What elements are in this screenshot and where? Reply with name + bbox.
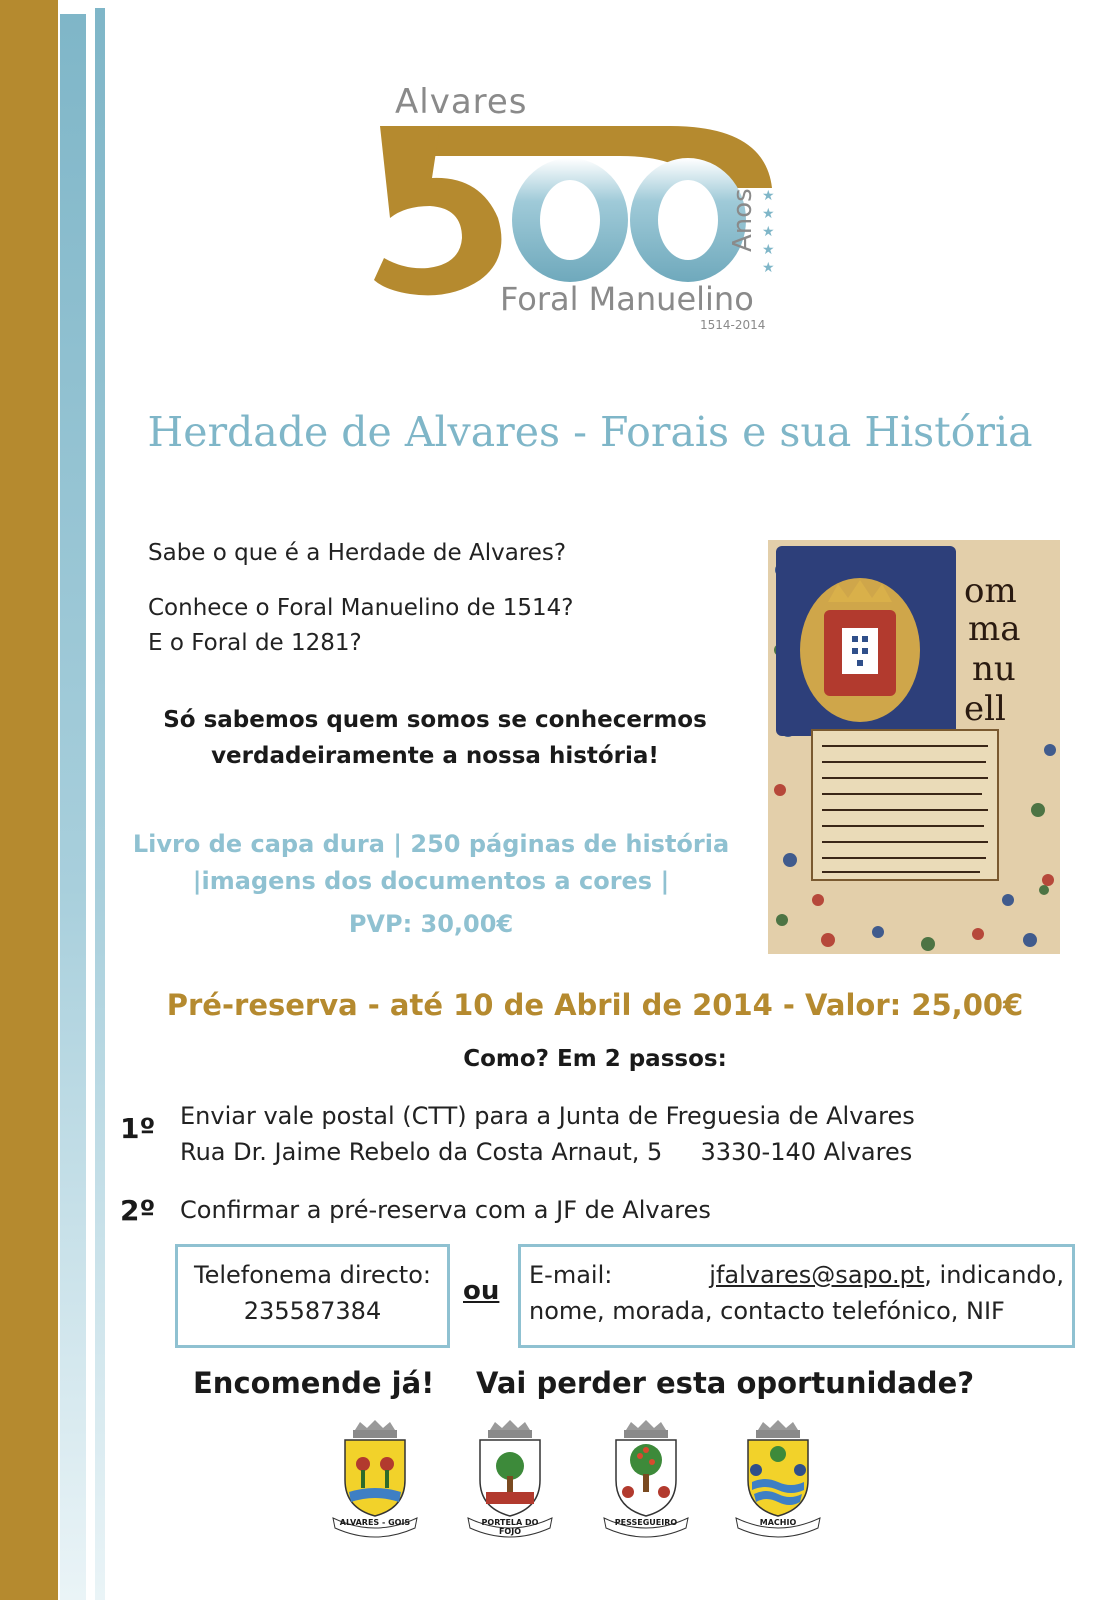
manuscript-letters-4: ell [964,689,1006,729]
blue-stripe-wide [60,14,86,1600]
history-message [140,702,730,774]
crest-alvares-gois [325,1420,425,1540]
svg-text:★: ★ [762,242,775,258]
manuscript-letters-1: om [964,571,1017,611]
book-description-line1: Livro de capa dura | 250 páginas de história [132,830,730,858]
history-message-line1: Só sabemos quem somos se conhecermos [163,707,707,733]
svg-text:★: ★ [762,206,775,222]
svg-text:★: ★ [762,260,775,276]
gold-stripe [0,0,58,1600]
or-separator: ou [463,1276,500,1306]
crest-label: PORTELA DO FOJO [481,1518,539,1536]
phone-label: Telefonema directo: [194,1261,431,1289]
order-now-text: Encomende já! [193,1366,435,1400]
logo-top-text: Alvares [395,82,528,122]
step-1-line1: Enviar vale postal (CTT) para a Junta de Freguesia de Alvares [180,1102,915,1130]
crest-label: ALVARES - GOIS [339,1518,411,1527]
email-label: E-mail: [529,1261,613,1289]
book-description [120,826,742,900]
question-herdade: Sabe o que é a Herdade de Alvares? [148,540,567,566]
svg-text:★: ★ [762,224,775,240]
question-foral-1281: E o Foral de 1281? [148,630,362,656]
crest-label: MACHIO [759,1518,797,1527]
svg-text:★: ★ [762,188,775,204]
crest-portela-do-fojo [460,1420,560,1540]
logo-bottom-text: Foral Manuelino [500,280,754,318]
logo-side-text: Anos [728,188,758,252]
logo-years: 1514-2014 [700,318,766,332]
manuscript-letters-2: ma [968,609,1021,649]
manuscript-image [768,540,1060,954]
crest-machio [728,1420,828,1540]
step-1-number: 1º [120,1112,156,1145]
logo-500-graphic [370,108,790,298]
page-title: Herdade de Alvares - Forais e sua História [147,408,1033,456]
book-price: PVP: 30,00€ [348,910,514,938]
how-steps-title: Como? Em 2 passos: [463,1046,727,1072]
crest-label: PESSEGUEIRO [614,1518,678,1527]
question-foral-1514: Conhece o Foral Manuelino de 1514? [148,595,574,621]
email-link[interactable]: jfalvares@sapo.pt [709,1261,925,1289]
book-description-line2: |imagens dos documentos a cores | [192,867,670,895]
step-1-text [180,1098,915,1170]
history-message-line2: verdadeiramente a nossa história! [211,743,659,769]
phone-number[interactable]: 235587384 [243,1297,382,1325]
opportunity-question: Vai perder esta oportunidade? [476,1366,975,1400]
email-suffix: , indicando, [924,1261,1064,1289]
email-required-info: nome, morada, contacto telefónico, NIF [529,1297,1005,1325]
manuscript-letters-3: nu [972,649,1016,689]
email-box [518,1244,1075,1348]
step-2-number: 2º [120,1194,156,1227]
phone-box [175,1244,450,1348]
step-2-text: Confirmar a pré-reserva com a JF de Alvares [180,1196,711,1224]
step-1-address: Rua Dr. Jaime Rebelo da Costa Arnaut, 5 3330-140 Alvares [180,1138,913,1166]
crest-pessegueiro [596,1420,696,1540]
prereserve-offer: Pré-reserva - até 10 de Abril de 2014 - Valor: 25,00€ [166,988,1024,1022]
blue-stripe-narrow [95,8,105,1600]
